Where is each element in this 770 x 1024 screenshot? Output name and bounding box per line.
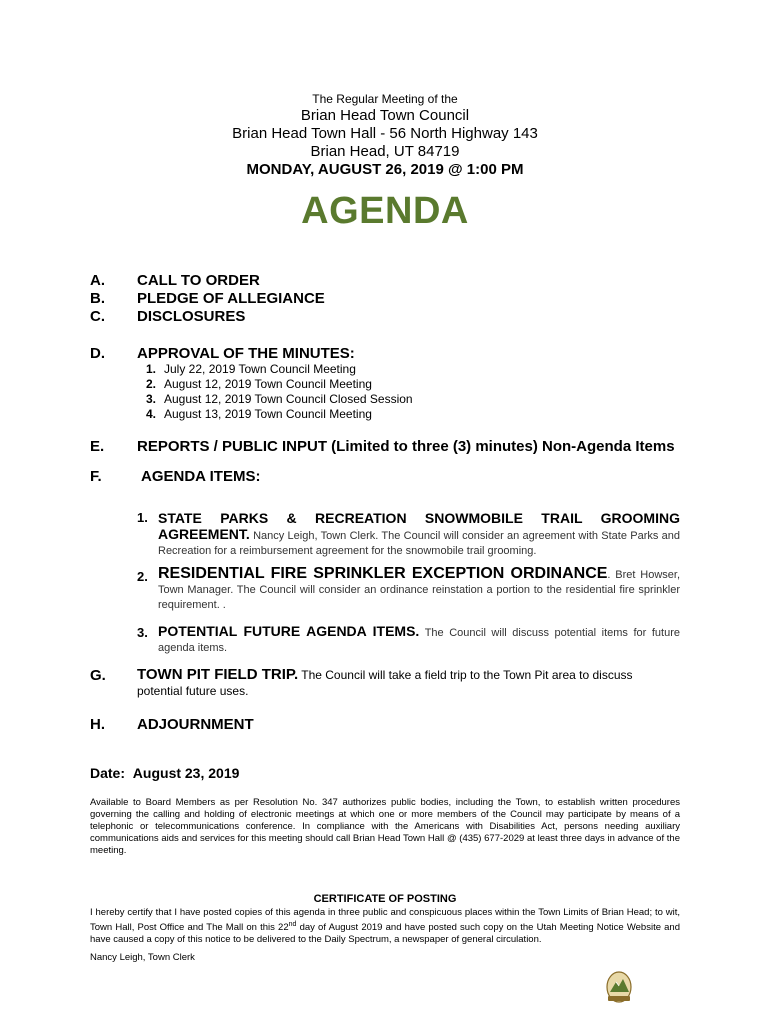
section-c-letter: C. (90, 308, 105, 325)
section-a-title: CALL TO ORDER (137, 272, 260, 289)
minutes-item-num: 4. (145, 407, 156, 421)
certificate-text-part: day of August 2019 and have posted such copy on the Utah Meeting Notice Website and have caused a copy of this notice to be delivered to the Daily Spectrum, a newspaper of general circulation. (90, 922, 680, 946)
section-f-letter: F. (90, 468, 102, 485)
agenda-item-title: STATE PARKS & RECREATION SNOWMOBILE TRAIL GROOMING (158, 510, 680, 526)
section-f-title: AGENDA ITEMS: (141, 468, 261, 485)
meeting-location: Brian Head Town Hall - 56 North Highway 143 (232, 125, 538, 142)
section-g-title: TOWN PIT FIELD TRIP. (137, 666, 299, 683)
certificate-superscript: nd (288, 921, 297, 928)
date-value: August 23, 2019 (132, 765, 240, 781)
agenda-item-2 (158, 566, 680, 613)
agenda-item-title: POTENTIAL FUTURE AGENDA ITEMS. (158, 623, 420, 639)
agenda-item-3 (158, 624, 680, 656)
minutes-item-num: 1. (145, 362, 156, 376)
certificate-text (90, 907, 680, 946)
agenda-item-title-cont: AGREEMENT. (158, 526, 250, 542)
section-e-title: REPORTS / PUBLIC INPUT (Limited to three (3) minutes) Non-Agenda Items (137, 438, 675, 455)
minutes-item-text: August 13, 2019 Town Council Meeting (164, 407, 372, 421)
section-h-letter: H. (90, 716, 105, 733)
section-c-title: DISCLOSURES (137, 308, 246, 325)
availability-notice: Available to Board Members as per Resolution No. 347 authorizes public bodies, including the Town, to establish written procedures governing the calling and holding of electronic meetings at which one or more members of the Council may participate by means of a telephonic or telecommunications conference. In compliance with the Americans with Disabilities Act, persons needing auxiliary communications aids and services for this meeting should call Brian Head Town Hall @ (435) 677-2029 at least three days in advance of the meeting. (90, 797, 680, 856)
section-e-letter: E. (90, 438, 105, 455)
section-g-letter: G. (90, 667, 106, 684)
agenda-item-text: Nancy Leigh, Town Clerk. The Council will consider an agreement with State Parks and Recreation for a reimbursement agreement for the snowmobile trail grooming. (158, 530, 681, 557)
section-g (137, 667, 680, 699)
agenda-item-text: . Bret Howser, Town Manager. The Council will consider an ordinance reinstation a portion to the residential fire sprinkler requirement. . (158, 569, 680, 611)
section-g-text: The Council will take a field trip to the Town Pit area to discuss potential future uses. (137, 668, 633, 698)
minutes-item-num: 3. (145, 392, 156, 406)
minutes-item-text: July 22, 2019 Town Council Meeting (164, 362, 356, 376)
section-b-letter: B. (90, 290, 105, 307)
certificate-text-part: I hereby certify that I have posted copies of this agenda in three public and conspicuous places within the Town Limits of Brian Head; to wit, Town Hall, Post Office and The Mall on this 22 (90, 907, 680, 934)
minutes-item-text: August 12, 2019 Town Council Meeting (164, 377, 372, 391)
agenda-title: AGENDA (301, 190, 469, 232)
agenda-item-num: 2. (137, 569, 148, 584)
section-d-letter: D. (90, 345, 105, 362)
agenda-item-text: The Council will discuss potential items for future agenda items. (158, 627, 680, 654)
section-h-title: ADJOURNMENT (137, 716, 254, 733)
brian-head-seal-icon (604, 970, 634, 1006)
date-label: Date: (90, 765, 126, 781)
agenda-item-num: 3. (137, 625, 148, 640)
meeting-city: Brian Head, UT 84719 (310, 143, 460, 160)
section-d-title: APPROVAL OF THE MINUTES: (137, 345, 355, 362)
agenda-item-1 (158, 510, 680, 559)
certificate-signature: Nancy Leigh, Town Clerk (90, 952, 195, 963)
section-b-title: PLEDGE OF ALLEGIANCE (137, 290, 325, 307)
meeting-subtitle: The Regular Meeting of the (312, 92, 458, 106)
agenda-item-num: 1. (137, 510, 148, 525)
certificate-title: CERTIFICATE OF POSTING (313, 893, 457, 905)
minutes-item-num: 2. (145, 377, 156, 391)
meeting-datetime: MONDAY, AUGUST 26, 2019 @ 1:00 PM (246, 161, 524, 178)
agenda-item-title: RESIDENTIAL FIRE SPRINKLER EXCEPTION ORDINANCE (158, 565, 608, 582)
minutes-item-text: August 12, 2019 Town Council Closed Session (164, 392, 413, 406)
date-line (90, 765, 239, 781)
section-a-letter: A. (90, 272, 105, 289)
council-name: Brian Head Town Council (300, 107, 470, 124)
